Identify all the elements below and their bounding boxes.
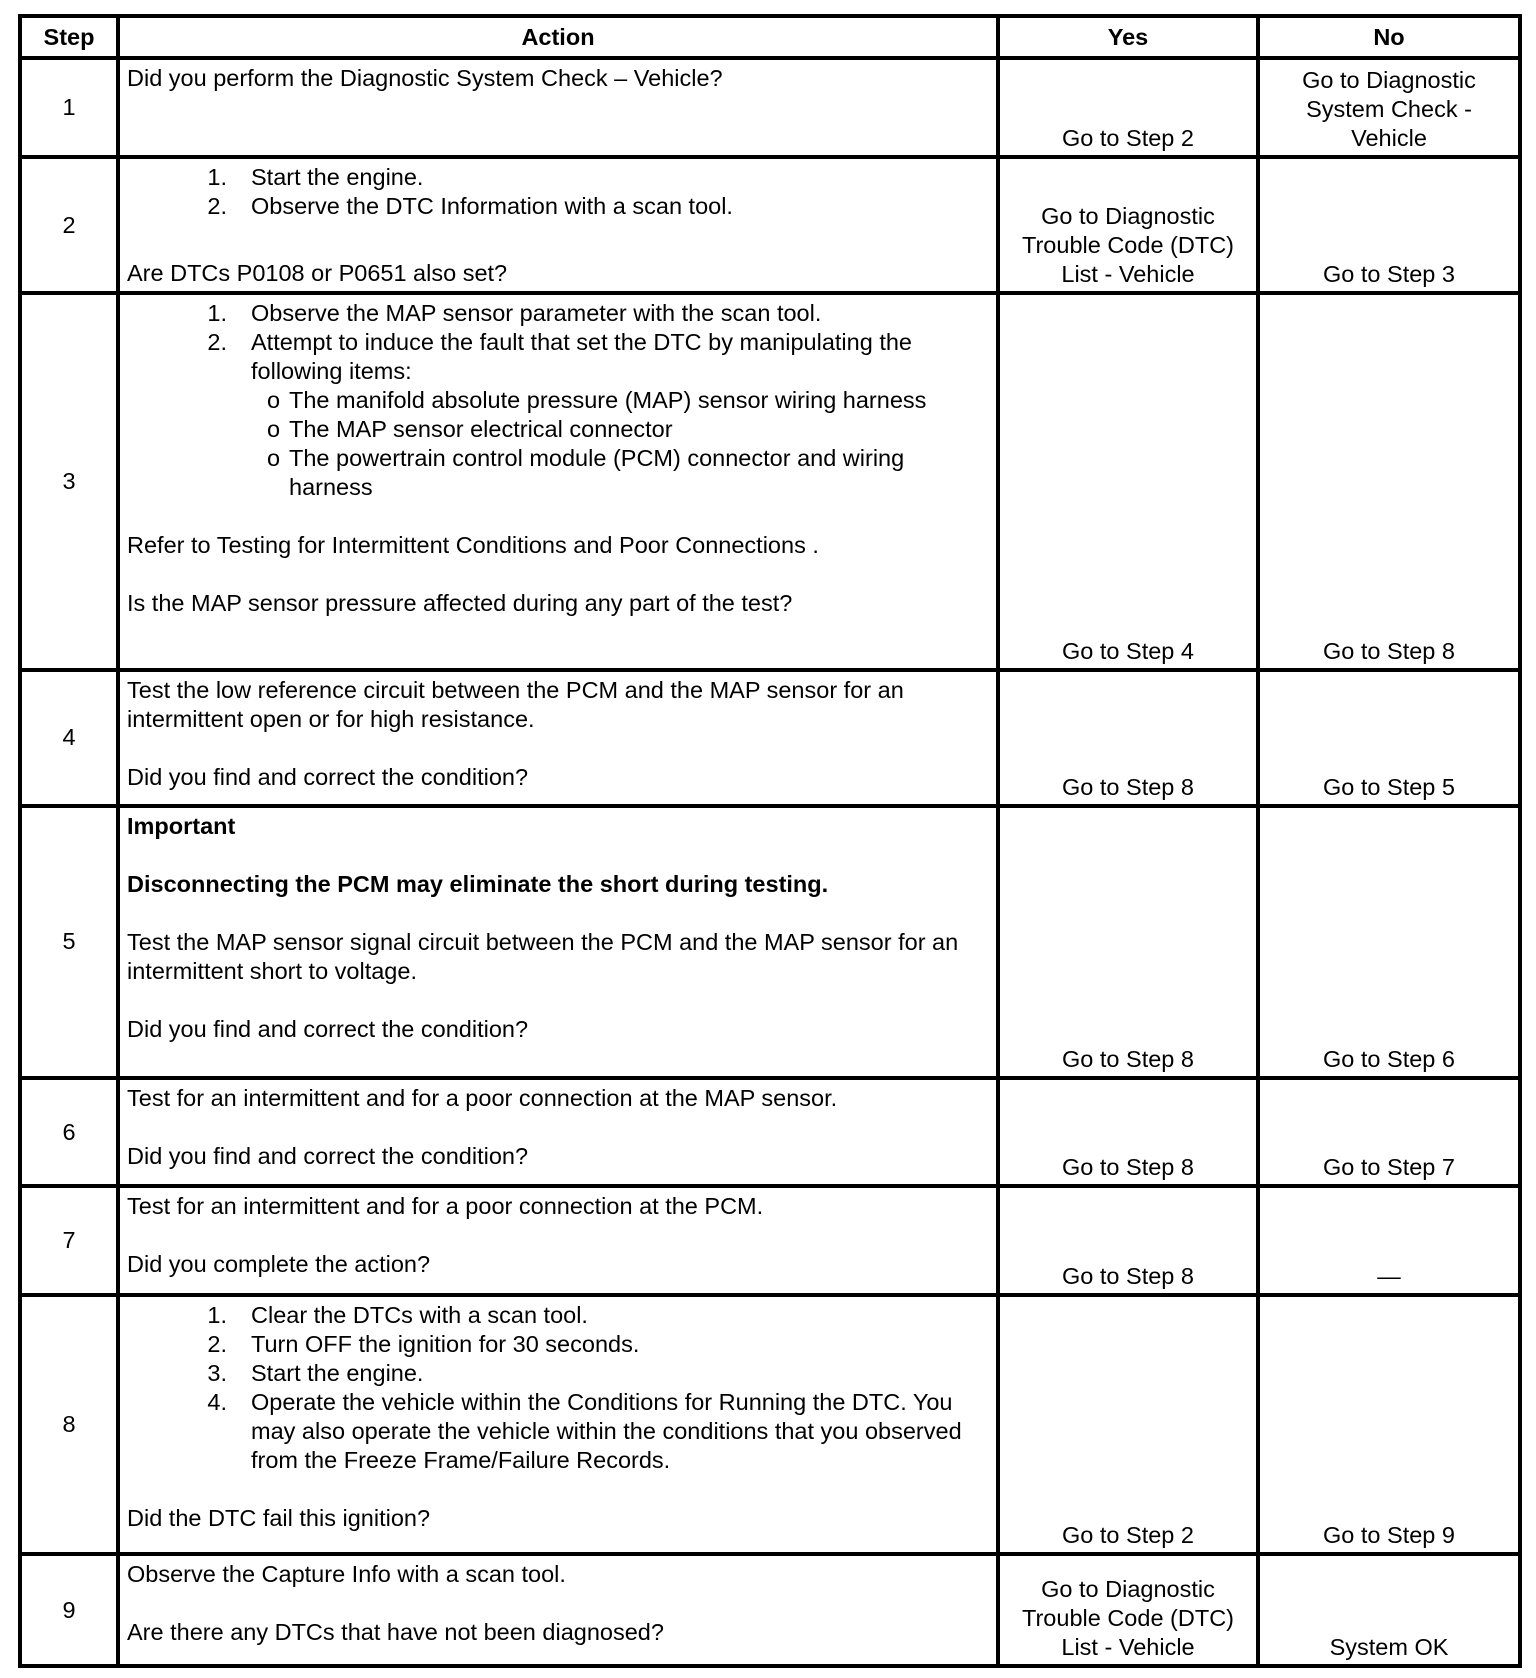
list-item: 1. Observe the MAP sensor parameter with the scan tool. bbox=[207, 300, 822, 327]
yes-cell: Go to Step 8 bbox=[998, 1078, 1258, 1187]
action-question: Did you find and correct the condition? bbox=[127, 1016, 529, 1043]
header-no: No bbox=[1258, 16, 1520, 58]
list-item: 1. Clear the DTCs with a scan tool. bbox=[207, 1302, 588, 1329]
yes-cell: Go to Step 8 bbox=[998, 670, 1258, 806]
no-cell: Go to Step 5 bbox=[1258, 670, 1520, 806]
action-cell bbox=[118, 1078, 998, 1187]
step-number: 7 bbox=[20, 1186, 118, 1295]
list-item: 2. Attempt to induce the fault that set the DTC by manipulating the following items: bbox=[207, 329, 912, 385]
action-question: Are DTCs P0108 or P0651 also set? bbox=[127, 260, 508, 287]
table-row-step-4 bbox=[20, 670, 1520, 806]
action-text: Test for an intermittent and for a poor connection at the PCM. bbox=[127, 1193, 764, 1220]
no-cell: Go to Step 7 bbox=[1258, 1078, 1520, 1187]
list-item: 2. Observe the DTC Information with a scan tool. bbox=[207, 193, 733, 220]
list-item: o The manifold absolute pressure (MAP) sensor wiring harness bbox=[267, 387, 927, 414]
no-cell: Go to Step 6 bbox=[1258, 806, 1520, 1078]
action-text: Observe the Capture Info with a scan tool. bbox=[127, 1561, 566, 1588]
step-number: 9 bbox=[20, 1554, 118, 1666]
no-cell: System OK bbox=[1258, 1554, 1520, 1666]
action-reference: Refer to Testing for Intermittent Conditions and Poor Connections . bbox=[127, 532, 819, 559]
action-cell bbox=[118, 58, 998, 157]
table-row-step-9 bbox=[20, 1554, 1520, 1666]
action-cell bbox=[118, 806, 998, 1078]
no-cell: Go to Diagnostic System Check - Vehicle bbox=[1258, 58, 1520, 157]
important-text: Disconnecting the PCM may eliminate the short during testing. bbox=[127, 871, 829, 898]
action-question: Are there any DTCs that have not been diagnosed? bbox=[127, 1619, 664, 1646]
action-question: Is the MAP sensor pressure affected during any part of the test? bbox=[127, 590, 793, 617]
table-row-step-7 bbox=[20, 1186, 1520, 1295]
table-row-step-2 bbox=[20, 157, 1520, 293]
action-cell bbox=[118, 1554, 998, 1666]
action-text: Test the MAP sensor signal circuit between the PCM and the MAP sensor for an intermittent short to voltage. bbox=[127, 929, 959, 985]
list-item: o The powertrain control module (PCM) connector and wiring harness bbox=[267, 445, 905, 501]
step-number: 1 bbox=[20, 58, 118, 157]
yes-cell: Go to Step 8 bbox=[998, 1186, 1258, 1295]
table-row-step-8 bbox=[20, 1295, 1520, 1554]
step-number: 2 bbox=[20, 157, 118, 293]
action-cell bbox=[118, 1295, 998, 1554]
yes-cell: Go to Diagnostic Trouble Code (DTC) List - Vehicle bbox=[998, 1554, 1258, 1666]
table-row-step-6 bbox=[20, 1078, 1520, 1187]
header-yes: Yes bbox=[998, 16, 1258, 58]
action-cell bbox=[118, 293, 998, 669]
no-cell: Go to Step 9 bbox=[1258, 1295, 1520, 1554]
numbered-list bbox=[127, 299, 982, 386]
no-cell: Go to Step 8 bbox=[1258, 293, 1520, 669]
action-question: Did you perform the Diagnostic System Check – Vehicle? bbox=[127, 65, 723, 91]
action-question: Did the DTC fail this ignition? bbox=[127, 1505, 431, 1532]
yes-cell: Go to Step 2 bbox=[998, 1295, 1258, 1554]
step-number: 6 bbox=[20, 1078, 118, 1187]
action-question: Did you find and correct the condition? bbox=[127, 1142, 529, 1169]
table-row-step-3 bbox=[20, 293, 1520, 669]
action-cell bbox=[118, 1186, 998, 1295]
list-item: 1. Start the engine. bbox=[207, 164, 424, 191]
step-number: 8 bbox=[20, 1295, 118, 1554]
list-item: 2. Turn OFF the ignition for 30 seconds. bbox=[207, 1331, 640, 1358]
important-label: Important bbox=[127, 813, 236, 840]
table-row-step-5 bbox=[20, 806, 1520, 1078]
action-question: Did you find and correct the condition? bbox=[127, 763, 529, 790]
step-number: 4 bbox=[20, 670, 118, 806]
step-number: 5 bbox=[20, 806, 118, 1078]
bullet-list bbox=[127, 386, 982, 502]
no-cell: Go to Step 3 bbox=[1258, 157, 1520, 293]
step-number: 3 bbox=[20, 293, 118, 669]
yes-cell: Go to Diagnostic Trouble Code (DTC) List - Vehicle bbox=[998, 157, 1258, 293]
no-cell: — bbox=[1258, 1186, 1520, 1295]
numbered-list bbox=[127, 163, 982, 221]
action-cell bbox=[118, 157, 998, 293]
list-item: o The MAP sensor electrical connector bbox=[267, 416, 673, 443]
diagnostic-table bbox=[18, 14, 1522, 1668]
list-item: 3. Start the engine. bbox=[207, 1360, 424, 1387]
header-row bbox=[20, 16, 1520, 58]
table-row-step-1 bbox=[20, 58, 1520, 157]
header-action: Action bbox=[118, 16, 998, 58]
action-question: Did you complete the action? bbox=[127, 1251, 431, 1278]
yes-cell: Go to Step 8 bbox=[998, 806, 1258, 1078]
header-step: Step bbox=[20, 16, 118, 58]
action-text: Test the low reference circuit between the PCM and the MAP sensor for an intermittent open or for high resistance. bbox=[127, 676, 904, 732]
action-cell bbox=[118, 670, 998, 806]
numbered-list bbox=[127, 1301, 982, 1475]
action-text: Test for an intermittent and for a poor connection at the MAP sensor. bbox=[127, 1084, 838, 1111]
yes-cell: Go to Step 4 bbox=[998, 293, 1258, 669]
list-item: 4. Operate the vehicle within the Conditions for Running the DTC. You may also operate the vehicle within the conditions that you observed from the Freeze Frame/Failure Records. bbox=[207, 1389, 962, 1474]
yes-cell: Go to Step 2 bbox=[998, 58, 1258, 157]
